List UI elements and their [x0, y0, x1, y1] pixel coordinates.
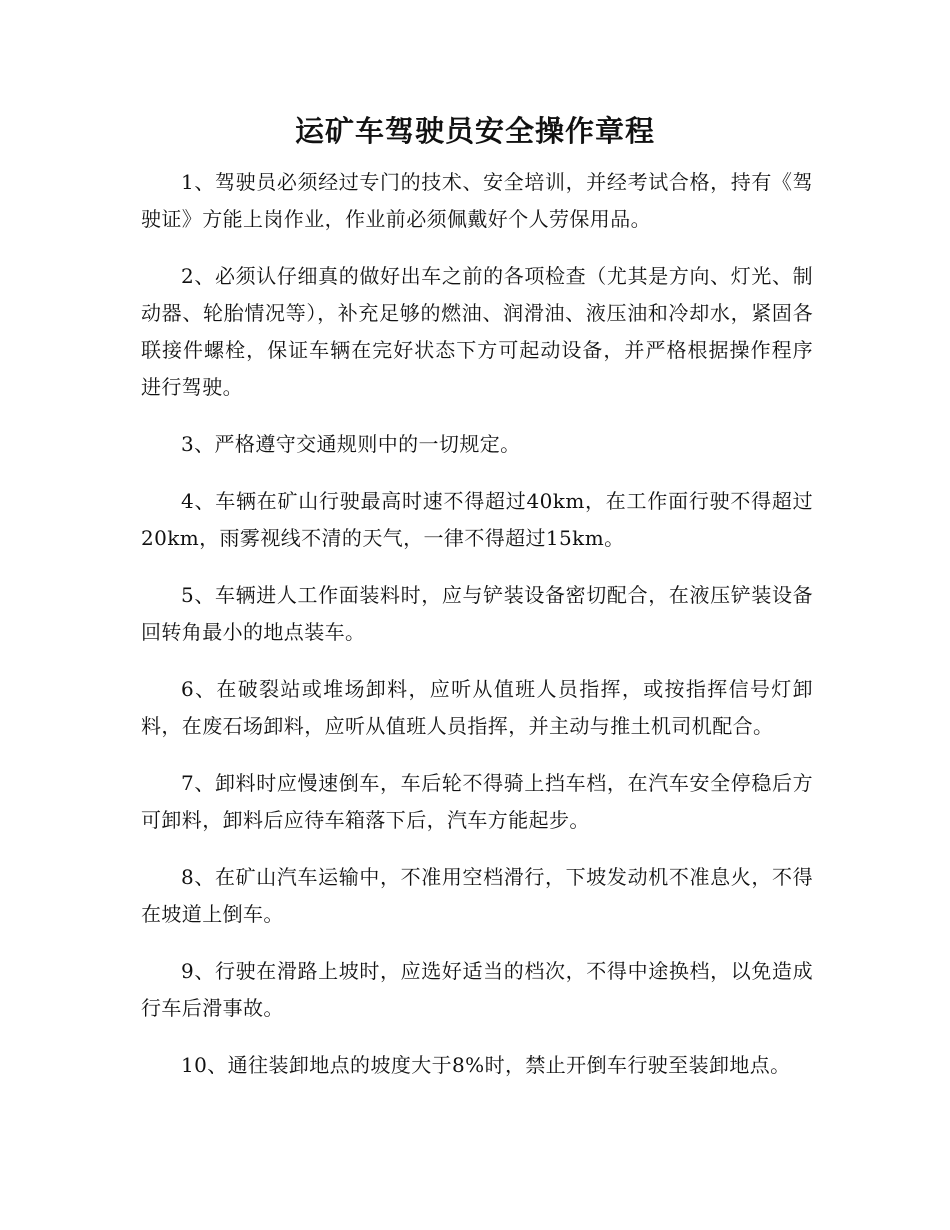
paragraph-5: 5、车辆进人工作面装料时，应与铲装设备密切配合，在液压铲装设备回转角最小的地点装车。 [141, 583, 813, 644]
paragraph-9: 9、行驶在滑路上坡时，应选好适当的档次，不得中途换档，以免造成行车后滑事故。 [141, 959, 813, 1020]
paragraph-7: 7、卸料时应慢速倒车，车后轮不得骑上挡车档，在汽车安全停稳后方可卸料，卸料后应待车箱落下后，汽车方能起步。 [141, 771, 813, 832]
paragraph-8: 8、在矿山汽车运输中，不准用空档滑行，下坡发动机不准息火，不得在坡道上倒车。 [141, 865, 813, 926]
paragraph-2: 2、必须认仔细真的做好出车之前的各项检查（尤其是方向、灯光、制动器、轮胎情况等），补充足够的燃油、润滑油、液压油和冷却水，紧固各联接件螺栓，保证车辆在完好状态下方可起动设备，并严格根据操作程序进行驾驶。 [141, 264, 813, 399]
paragraph-1: 1、驾驶员必须经过专门的技术、安全培训，并经考试合格，持有《驾驶证》方能上岗作业，作业前必须佩戴好个人劳保用品。 [141, 170, 813, 231]
paragraph-3: 3、严格遵守交通规则中的一切规定。 [181, 432, 521, 456]
document-body [141, 164, 813, 1104]
paragraph-6: 6、在破裂站或堆场卸料，应听从值班人员指挥，或按指挥信号灯卸料，在废石场卸料，应听从值班人员指挥，并主动与推土机司机配合。 [141, 677, 813, 738]
paragraph-10: 10、通往装卸地点的坡度大于8%时，禁止开倒车行驶至装卸地点。 [181, 1053, 791, 1077]
paragraph-4: 4、车辆在矿山行驶最高时速不得超过40km，在工作面行驶不得超过20km，雨雾视线不清的天气，一律不得超过15km。 [141, 489, 813, 550]
document-title: 运矿车驾驶员安全操作章程 [294, 114, 655, 148]
